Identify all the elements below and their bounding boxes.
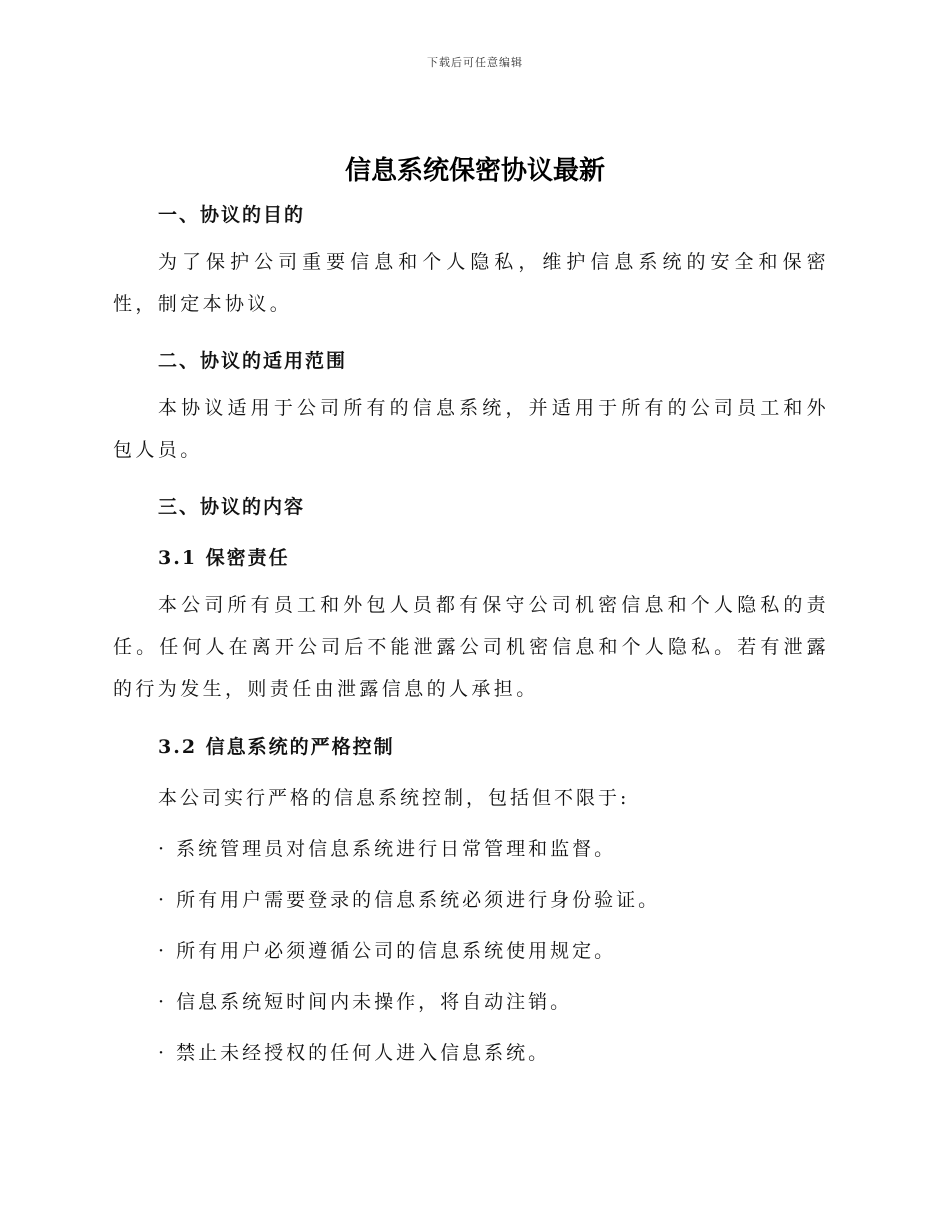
subsection-heading-system-control: 3.2 信息系统的严格控制 bbox=[158, 736, 395, 758]
list-item-auto-logout: · 信息系统短时间内未操作，将自动注销。 bbox=[158, 991, 573, 1013]
list-item-authentication: · 所有用户需要登录的信息系统必须进行身份验证。 bbox=[158, 889, 661, 911]
section-heading-purpose: 一、协议的目的 bbox=[158, 204, 306, 226]
document-title: 信息系统保密协议最新 bbox=[344, 156, 605, 186]
section-heading-scope: 二、协议的适用范围 bbox=[158, 350, 348, 372]
paragraph-purpose: 为了保护公司重要信息和个人隐私，维护信息系统的安全和保密性，制定本协议。 bbox=[113, 251, 829, 315]
list-item-admin: · 系统管理员对信息系统进行日常管理和监督。 bbox=[158, 838, 617, 860]
subsection-heading-confidentiality: 3.1 保密责任 bbox=[158, 547, 290, 569]
paragraph-system-control-intro: 本公司实行严格的信息系统控制，包括但不限于: bbox=[158, 787, 630, 809]
list-item-usage-rules: · 所有用户必须遵循公司的信息系统使用规定。 bbox=[158, 940, 617, 962]
section-heading-content: 三、协议的内容 bbox=[158, 496, 306, 518]
paragraph-scope: 本协议适用于公司所有的信息系统，并适用于所有的公司员工和外包人员。 bbox=[113, 397, 829, 461]
page-header-note: 下载后可任意编辑 bbox=[427, 56, 523, 69]
list-item-no-unauthorized: · 禁止未经授权的任何人进入信息系统。 bbox=[158, 1042, 551, 1064]
paragraph-confidentiality: 本公司所有员工和外包人员都有保守公司机密信息和个人隐私的责任。任何人在离开公司后不能泄露公司机密信息和个人隐私。若有泄露的行为发生，则责任由泄露信息的人承担。 bbox=[113, 594, 829, 700]
